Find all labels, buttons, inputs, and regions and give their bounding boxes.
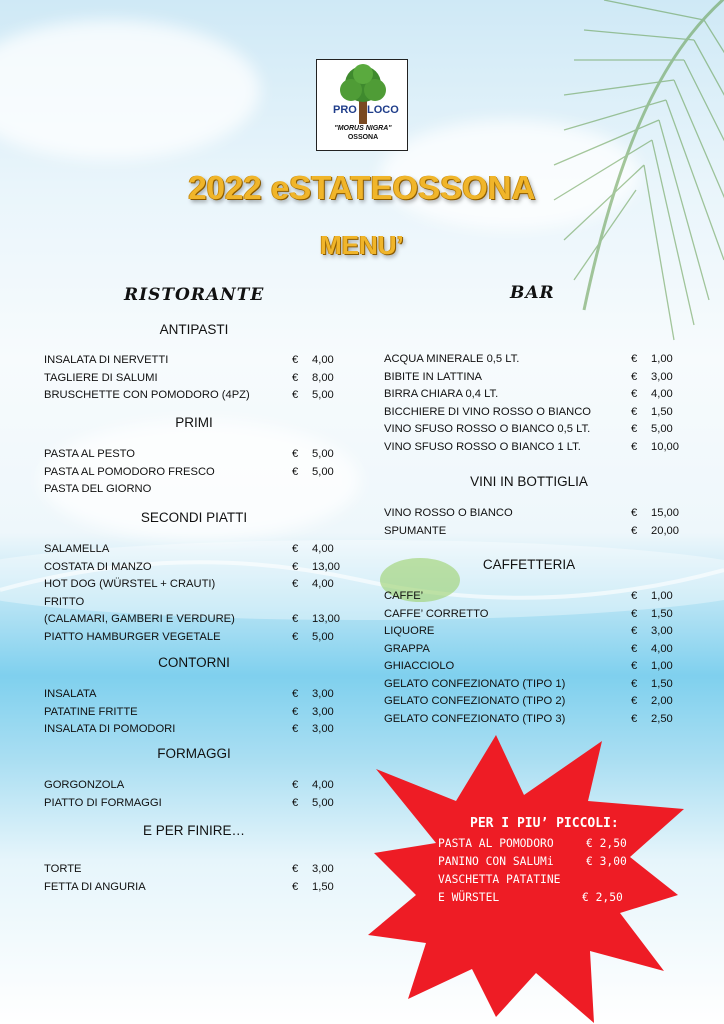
price-value: 15,00 (651, 507, 679, 519)
menu-item-price (292, 372, 334, 384)
menu-item-name: VINO SFUSO ROSSO O BIANCO 0,5 LT. (384, 423, 591, 435)
menu-item-price (631, 353, 673, 365)
menu-item-name: PASTA AL POMODORO FRESCO (44, 465, 215, 478)
kids-menu-title: PER I PIU’ PICCOLI: (470, 816, 619, 831)
currency-symbol: € (631, 660, 638, 672)
menu-item-price (631, 525, 679, 537)
menu-item-name: SPUMANTE (384, 524, 447, 537)
menu-item-name: PASTA DEL GIORNO (44, 483, 152, 495)
price-value: 13,00 (312, 613, 340, 625)
price-value: 3,00 (312, 863, 334, 875)
menu-item-name: COSTATA DI MANZO (44, 560, 152, 573)
kids-item-price (586, 837, 627, 850)
menu-item-price (631, 388, 673, 400)
section-title: ANTIPASTI (159, 322, 229, 337)
menu-item-price (292, 578, 334, 590)
price-value: 1,50 (651, 677, 673, 690)
price-value: 4,00 (312, 354, 334, 366)
price-value: 3,00 (312, 688, 334, 700)
menu-item-name: BRUSCHETTE CON POMODORO (4PZ) (44, 389, 250, 401)
menu-item-name: GELATO CONFEZIONATO (TIPO 3) (384, 712, 566, 725)
menu-item-price (292, 723, 334, 735)
price-value: 1,00 (651, 353, 673, 365)
currency-symbol: € (292, 880, 299, 893)
menu-title: MENU’ (320, 230, 404, 260)
menu-item-price (631, 590, 673, 602)
menu-item-name: VINO ROSSO O BIANCO (384, 507, 513, 519)
menu-item-price (292, 706, 334, 718)
event-title: 2022 eSTATEOSSONA (188, 169, 536, 206)
currency-symbol: € (292, 723, 299, 735)
menu-item-price (292, 543, 334, 555)
menu-item-name: INSALATA DI POMODORI (44, 723, 176, 735)
menu-item-price (631, 406, 673, 418)
currency-symbol: € (631, 590, 638, 602)
currency-symbol: € (292, 705, 299, 718)
water-splash-decoration (0, 500, 724, 700)
logo-text-pro: PRO (333, 104, 357, 116)
price-value: 2,50 (651, 712, 673, 725)
currency-symbol: € (586, 837, 593, 850)
logo-text-name: "MORUS NIGRA" (334, 125, 392, 132)
menu-item-name: TORTE (44, 863, 82, 875)
section-title: SECONDI PIATTI (140, 510, 248, 525)
menu-item-price (631, 713, 673, 725)
section-title: E PER FINIRE… (142, 823, 245, 838)
currency-symbol: € (292, 560, 299, 573)
menu-item-price (292, 561, 340, 573)
menu-item-price (292, 797, 334, 809)
section-title: CAFFETTERIA (482, 557, 576, 572)
price-value: 5,00 (312, 448, 334, 460)
section-title: FORMAGGI (157, 746, 231, 761)
currency-symbol: € (292, 779, 299, 791)
logo-text-loco: LOCO (367, 104, 399, 116)
price-value: 1,50 (312, 880, 334, 893)
price-value: 1,00 (651, 590, 673, 602)
menu-item-price (631, 625, 673, 637)
menu-item-name: SALAMELLA (44, 543, 110, 555)
price-value: 3,00 (651, 370, 673, 383)
menu-item-name: VINO SFUSO ROSSO O BIANCO 1 LT. (384, 440, 581, 453)
currency-symbol: € (631, 642, 638, 655)
menu-item-name: PATATINE FRITTE (44, 705, 138, 718)
price-value: 3,00 (312, 705, 334, 718)
menu-item-name: BICCHIERE DI VINO ROSSO O BIANCO (384, 405, 592, 418)
menu-item-name: PIATTO HAMBURGER VEGETALE (44, 630, 221, 643)
menu-item-price (631, 643, 673, 655)
price-value: 5,00 (312, 389, 334, 401)
menu-item-name: PASTA AL PESTO (44, 448, 135, 460)
menu-item-price (631, 660, 673, 672)
price-value: 1,50 (651, 607, 673, 620)
currency-symbol: € (582, 891, 589, 904)
menu-item-name: FRITTO (44, 595, 85, 608)
kids-item-name: PANINO CON SALUMi (438, 855, 554, 868)
menu-item-price (292, 389, 334, 401)
menu-item-name: TAGLIERE DI SALUMI (44, 371, 158, 384)
currency-symbol: € (631, 423, 638, 435)
menu-item-name: GHIACCIOLO (384, 660, 455, 672)
menu-item-price (631, 441, 679, 453)
logo-text-town: OSSONA (347, 134, 379, 141)
currency-symbol: € (292, 389, 299, 401)
currency-symbol: € (292, 543, 299, 555)
menu-item-price (292, 466, 334, 478)
menu-item-price (292, 881, 334, 893)
currency-symbol: € (292, 371, 299, 384)
menu-item-price (292, 779, 334, 791)
menu-item-name: HOT DOG (WÜRSTEL + CRAUTI) (44, 578, 216, 590)
price-value: 5,00 (651, 423, 673, 435)
currency-symbol: € (631, 625, 638, 637)
menu-item-name: INSALATA DI NERVETTI (44, 354, 169, 366)
kids-item-price (582, 891, 623, 904)
price-value: 4,00 (312, 543, 334, 555)
price-value: 20,00 (651, 524, 679, 537)
menu-item-name: PIATTO DI FORMAGGI (44, 796, 162, 809)
currency-symbol: € (631, 695, 638, 707)
currency-symbol: € (631, 524, 638, 537)
menu-item-price (631, 678, 673, 690)
currency-symbol: € (292, 613, 299, 625)
price-value: 5,00 (312, 796, 334, 809)
menu-item-name: GELATO CONFEZIONATO (TIPO 2) (384, 695, 566, 707)
menu-item-price (292, 354, 334, 366)
section-title: PRIMI (175, 415, 213, 430)
currency-symbol: € (292, 448, 299, 460)
menu-item-name: BIBITE IN LATTINA (384, 370, 483, 383)
currency-symbol: € (631, 712, 638, 725)
currency-symbol: € (631, 388, 638, 400)
kids-item-name: E WÜRSTEL (438, 891, 500, 904)
menu-item-price (631, 507, 679, 519)
menu-item-price (292, 863, 334, 875)
currency-symbol: € (631, 607, 638, 620)
menu-item-price (631, 423, 673, 435)
currency-symbol: € (631, 353, 638, 365)
price-value: 1,00 (651, 660, 673, 672)
menu-item-name: GRAPPA (384, 642, 430, 655)
bar-heading: BAR (510, 283, 555, 303)
menu-item-price (292, 688, 334, 700)
price-value: 3,00 (599, 855, 627, 868)
currency-symbol: € (292, 863, 299, 875)
price-value: 2,00 (651, 695, 673, 707)
menu-item-price (631, 695, 673, 707)
menu-item-price (292, 448, 334, 460)
menu-item-name: CAFFE’ CORRETTO (384, 607, 489, 620)
menu-item-price (292, 613, 340, 625)
currency-symbol: € (292, 688, 299, 700)
pro-loco-logo (316, 59, 408, 151)
price-value: 2,50 (599, 837, 627, 850)
price-value: 4,00 (651, 388, 673, 400)
price-value: 8,00 (312, 371, 334, 384)
menu-item-name: FETTA DI ANGURIA (44, 880, 146, 893)
menu-item-name: BIRRA CHIARA 0,4 LT. (384, 388, 499, 400)
menu-item-name: GORGONZOLA (44, 779, 125, 791)
section-title: VINI IN BOTTIGLIA (470, 474, 588, 489)
ristorante-heading: RISTORANTE (124, 285, 265, 305)
currency-symbol: € (292, 465, 299, 478)
currency-symbol: € (292, 578, 299, 590)
currency-symbol: € (631, 370, 638, 383)
currency-symbol: € (292, 630, 299, 643)
price-value: 2,50 (595, 891, 623, 904)
price-value: 1,50 (651, 405, 673, 418)
price-value: 3,00 (312, 723, 334, 735)
currency-symbol: € (586, 855, 593, 868)
price-value: 4,00 (312, 779, 334, 791)
price-value: 4,00 (651, 642, 673, 655)
currency-symbol: € (631, 405, 638, 418)
menu-item-name: LIQUORE (384, 625, 435, 637)
menu-item-price (292, 631, 334, 643)
menu-item-name: CAFFE’ (384, 590, 424, 602)
section-title: CONTORNI (158, 655, 230, 670)
kids-item-name: PASTA AL POMODORO (438, 837, 554, 850)
currency-symbol: € (631, 440, 638, 453)
price-value: 4,00 (312, 578, 334, 590)
menu-item-price (631, 371, 673, 383)
price-value: 10,00 (651, 440, 679, 453)
currency-symbol: € (631, 677, 638, 690)
menu-item-name: (CALAMARI, GAMBERI E VERDURE) (44, 613, 235, 625)
menu-item-name: ACQUA MINERALE 0,5 LT. (384, 353, 520, 365)
price-value: 13,00 (312, 560, 340, 573)
currency-symbol: € (292, 354, 299, 366)
kids-item-price (586, 855, 627, 868)
menu-item-name: GELATO CONFEZIONATO (TIPO 1) (384, 677, 566, 690)
price-value: 3,00 (651, 625, 673, 637)
currency-symbol: € (631, 507, 638, 519)
price-value: 5,00 (312, 465, 334, 478)
currency-symbol: € (292, 796, 299, 809)
cloud-decoration (0, 20, 260, 160)
price-value: 5,00 (312, 630, 334, 643)
menu-item-name: INSALATA (44, 688, 97, 700)
menu-item-price (631, 608, 673, 620)
kids-item-name: VASCHETTA PATATINE (438, 873, 561, 886)
